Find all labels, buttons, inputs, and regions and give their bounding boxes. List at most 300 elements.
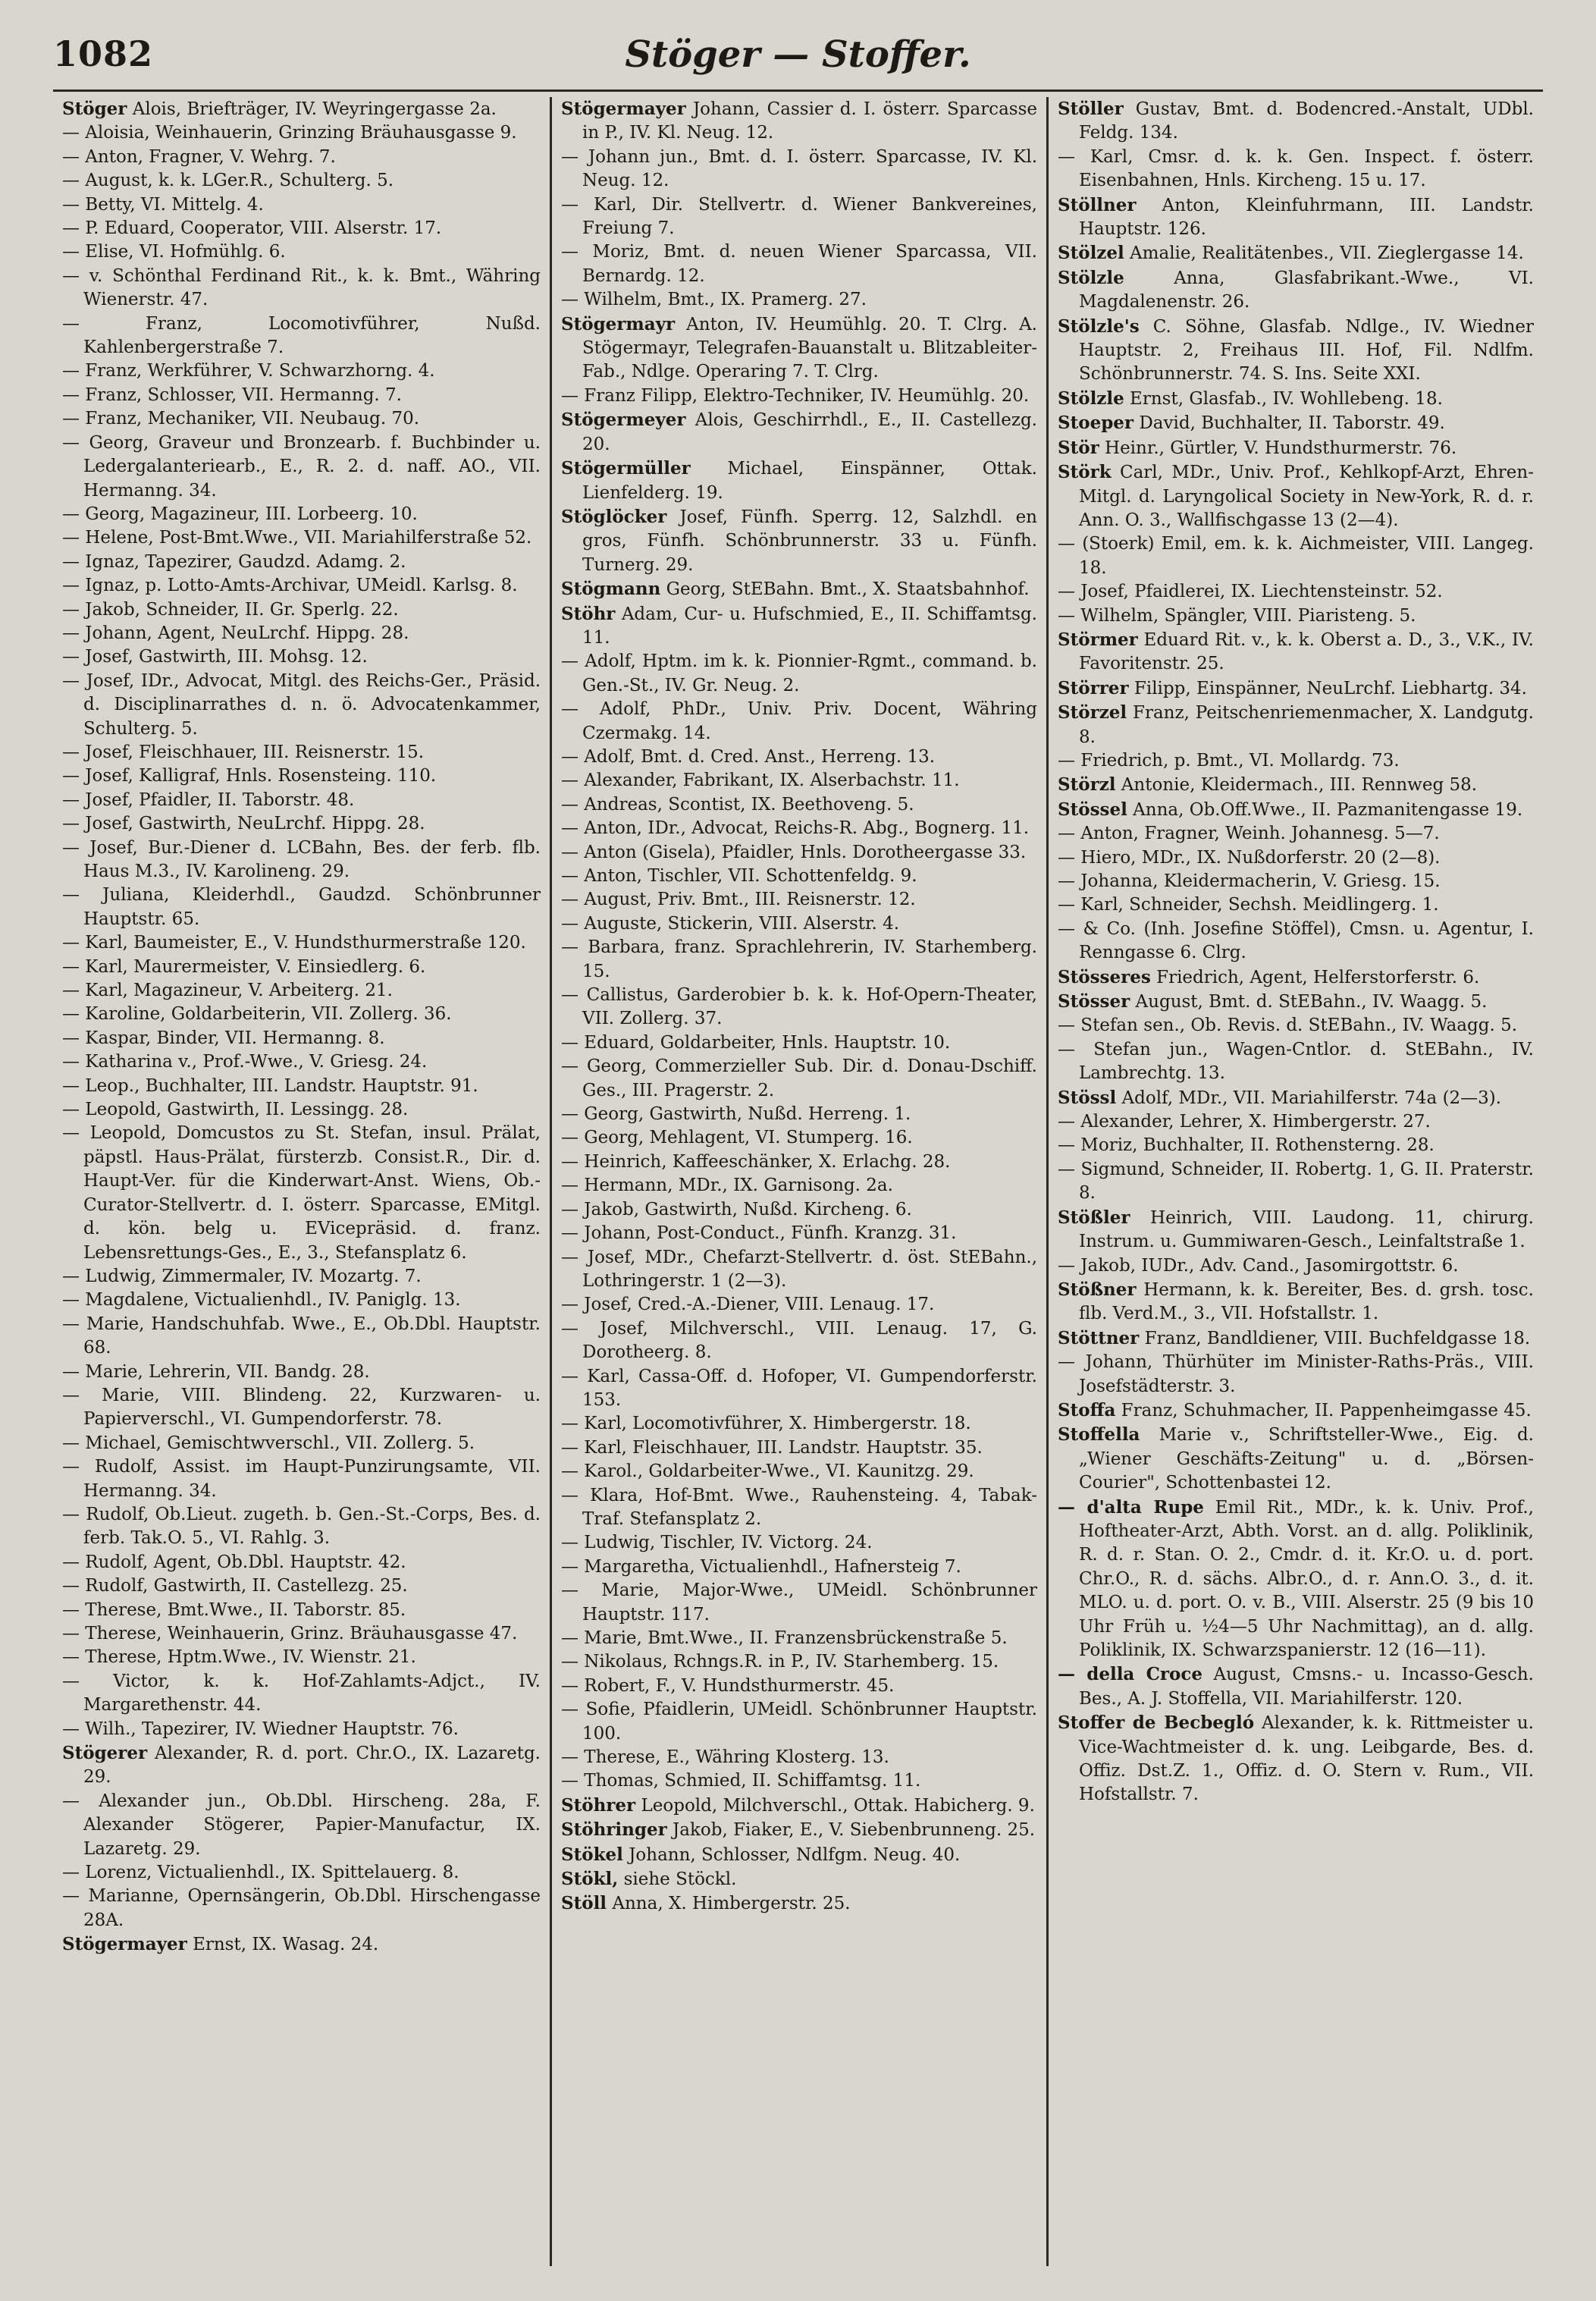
directory-entry	[62, 1361, 541, 1384]
entry-text: Johann, Schlosser, Ndlfgm. Neug. 40.	[622, 1844, 961, 1865]
entry-text: — Eduard, Goldarbeiter, Hnls. Hauptstr. 10.	[561, 1032, 951, 1053]
directory-entry	[62, 407, 541, 431]
entry-surname: Stöhr	[561, 603, 616, 624]
entry-text: — Ignaz, p. Lotto-Amts-Archivar, UMeidl. Karlsg. 8.	[62, 576, 518, 596]
entry-text: — Franz, Mechaniker, VII. Neubaug. 70.	[62, 409, 420, 429]
directory-entry	[62, 1861, 541, 1885]
directory-entry	[561, 1317, 1037, 1365]
entry-text: — & Co. (Inh. Josefine Stöffel), Cmsn. u. Agentur, I. Renngasse 6. Clrg.	[1058, 918, 1534, 963]
entry-text: — Karl, Cmsr. d. k. k. Gen. Inspect. f. österr. Eisenbahnen, Hnls. Kircheng. 15 u. 17.	[1058, 146, 1534, 191]
entry-text: Franz, Bandldiener, VIII. Buchfeldgasse 18.	[1139, 1328, 1531, 1348]
entry-surname: Störzl	[1058, 774, 1116, 796]
directory-entry	[62, 1289, 541, 1312]
directory-entry	[1058, 749, 1534, 773]
entry-text: — Auguste, Stickerin, VIII. Alserstr. 4.	[561, 913, 900, 934]
entry-text: Anna, X. Himbergerstr. 25.	[607, 1894, 851, 1914]
entry-text: — Callistus, Garderobier b. k. k. Hof-Opern-Theater, VII. Zollerg. 37.	[561, 985, 1037, 1029]
directory-entry	[62, 1646, 541, 1669]
directory-entry	[561, 457, 1037, 505]
entry-text: — Victor, k. k. Hof-Zahlamts-Adjct., IV. Margarethenstr. 44.	[62, 1671, 541, 1716]
directory-entry	[561, 1675, 1037, 1698]
directory-entry	[561, 1555, 1037, 1579]
entry-surname: Stögerer	[62, 1743, 148, 1764]
directory-entry	[1058, 773, 1534, 797]
entry-surname: Stögermüller	[561, 458, 691, 479]
entry-text: Alois, Briefträger, IV. Weyringergasse 2a.	[127, 99, 497, 119]
directory-entry	[62, 1027, 541, 1050]
entry-text: — Josef, Pfaidler, II. Taborstr. 48.	[62, 789, 355, 810]
entry-text: Alexander, k. k. Rittmeister u. Vice-Wachtmeister d. k. ung. Leibgarde, Bes. d. Offiz. Dst.Z. 1., Offiz. d. O. Stern v. Rum., VII. Hofstallstr. 7.	[1079, 1713, 1534, 1805]
entry-text: — Therese, E., Währing Klosterg. 13.	[561, 1747, 889, 1768]
entry-text: — Anton, IDr., Advocat, Reichs-R. Abg., Bognerg. 11.	[561, 818, 1030, 839]
directory-entry	[1058, 1398, 1534, 1423]
directory-entry	[62, 1313, 541, 1361]
entry-text: Johann, Cassier d. I. österr. Sparcasse in P., IV. Kl. Neug. 12.	[582, 99, 1037, 143]
directory-entry	[62, 551, 541, 574]
entry-text: — Therese, Weinhauerin, Grinz. Bräuhausgasse 47.	[62, 1624, 518, 1643]
entry-text: — Jakob, Schneider, II. Gr. Sperlg. 22.	[62, 599, 399, 620]
entry-text: — Rudolf, Agent, Ob.Dbl. Hauptstr. 42.	[62, 1552, 406, 1572]
directory-entry	[561, 1412, 1037, 1436]
entry-surname: Stökel	[561, 1844, 623, 1865]
directory-entry	[561, 817, 1037, 840]
directory-entry	[561, 650, 1037, 698]
entry-surname: Stoffer de Becbegló	[1058, 1712, 1255, 1734]
directory-entry	[561, 1843, 1037, 1867]
directory-entry	[62, 1574, 541, 1598]
directory-entry	[1058, 580, 1534, 604]
entry-surname: Stögermayer	[62, 1934, 187, 1955]
entry-text: Filipp, Einspänner, NeuLrchf. Liebhartg. 34.	[1128, 678, 1527, 698]
entry-text: — Alexander, Lehrer, X. Himbergerstr. 27.	[1058, 1112, 1431, 1132]
directory-entry	[62, 1050, 541, 1074]
directory-entry	[62, 598, 541, 622]
entry-text: Franz, Peitschenriemenmacher, X. Landgutg. 8.	[1079, 703, 1534, 747]
entry-text: — Leopold, Domcustos zu St. Stefan, insul. Prälat, päpstl. Haus-Prälat, fürsterzb. Consist.R., Dir. d. Haupt-Ver. für die Kinderwart-Anst. Wiens, Ob.-Curator-Stellvertr. d. I. österr. Sparcasse, EMitgl. d. kön. belg u. EVicepräsid. d. franz. Lebensrettungs-Ges., E., 3., Stefansplatz 6.	[62, 1123, 541, 1263]
entry-text: — Hermann, MDr., IX. Garnisong. 2a.	[561, 1176, 893, 1196]
directory-entry	[62, 1265, 541, 1289]
entry-text: — Moriz, Buchhalter, II. Rothensterng. 28.	[1058, 1135, 1435, 1156]
directory-entry	[62, 1432, 541, 1455]
directory-entry	[561, 1746, 1037, 1769]
directory-entry	[561, 1769, 1037, 1793]
directory-entry	[1058, 1711, 1534, 1807]
entry-text: — Hiero, MDr., IX. Nußdorferstr. 20 (2—8).	[1058, 847, 1441, 868]
directory-entry	[1058, 1110, 1534, 1134]
entry-text: C. Söhne, Glasfab. Ndlge., IV. Wiedner Hauptstr. 2, Freihaus III. Hof, Fil. Ndlfm. Schönbrunnerstr. 74. S. Ins. Seite XXI.	[1079, 316, 1534, 385]
directory-entry	[1058, 436, 1534, 460]
entry-text: Heinrich, VIII. Laudong. 11, chirurg. Instrum. u. Gummiwaren-Gesch., Leinfaltstraße 1.	[1079, 1207, 1534, 1252]
entry-text: — Magdalene, Victualienhdl., IV. Paniglg. 13.	[62, 1290, 461, 1311]
entry-text: — Josef, Fleischhauer, III. Reisnerstr. 15.	[62, 742, 425, 762]
directory-entry	[1058, 460, 1534, 532]
entry-text: — Katharina v., Prof.-Wwe., V. Griesg. 24.	[62, 1052, 428, 1072]
entry-text: — (Stoerk) Emil, em. k. k. Aichmeister, VIII. Langeg. 18.	[1058, 534, 1534, 578]
entry-text: — Marie, Major-Wwe., UMeidl. Schönbrunner Hauptstr. 117.	[561, 1581, 1037, 1625]
directory-entry	[62, 1741, 541, 1790]
directory-entry	[62, 217, 541, 240]
entry-text: Heinr., Gürtler, V. Hundsthurmerstr. 76.	[1099, 438, 1457, 458]
entry-text: Jakob, Fiaker, E., V. Siebenbrunneng. 25.	[666, 1820, 1036, 1841]
directory-entry	[62, 956, 541, 979]
entry-text: Ernst, IX. Wasag. 24.	[187, 1935, 379, 1955]
entry-surname: Stoffa	[1058, 1399, 1116, 1420]
entry-surname: Stöglöcker	[561, 506, 667, 527]
entry-surname: Stögermayr	[561, 313, 676, 334]
directory-entry	[1058, 97, 1534, 146]
entry-text: — Franz, Locomotivführer, Nußd. Kahlenbergerstraße 7.	[62, 313, 541, 358]
entry-text: — Alexander, Fabrikant, IX. Alserbachstr. 11.	[561, 771, 960, 791]
directory-entry	[561, 97, 1037, 146]
entry-text: Anton, Kleinfuhrmann, III. Landstr. Hauptstr. 126.	[1079, 195, 1534, 240]
entry-text: — Ignaz, Tapezirer, Gaudzd. Adamg. 2.	[62, 551, 406, 572]
entry-text: — Georg, Magazineur, III. Lorbeerg. 10.	[62, 504, 418, 524]
entry-text: Ernst, Glasfab., IV. Wohllebeng. 18.	[1124, 388, 1443, 409]
entry-text: August, Bmt. d. StEBahn., IV. Waagg. 5.	[1130, 992, 1488, 1012]
directory-entry	[561, 984, 1037, 1031]
entry-text: — Stefan jun., Wagen-Cntlor. d. StEBahn., IV. Lambrechtg. 13.	[1058, 1039, 1534, 1084]
directory-entry	[62, 193, 541, 217]
directory-entry	[1058, 241, 1534, 265]
entry-text: — Adolf, Bmt. d. Cred. Anst., Herreng. 13.	[561, 746, 936, 767]
entry-text: — Sofie, Pfaidlerin, UMeidl. Schönbrunner Hauptstr. 100.	[561, 1700, 1037, 1744]
entry-surname: Stöhringer	[561, 1819, 667, 1841]
directory-entry	[561, 865, 1037, 888]
entry-text: — Ludwig, Tischler, IV. Victorg. 24.	[561, 1533, 873, 1553]
entry-text: — Karol., Goldarbeiter-Wwe., VI. Kaunitzg. 29.	[561, 1461, 974, 1482]
directory-entry	[561, 888, 1037, 912]
directory-entry	[1058, 1351, 1534, 1398]
entry-text: — Betty, VI. Mittelg. 4.	[62, 194, 264, 215]
directory-entry	[561, 577, 1037, 601]
directory-entry	[561, 602, 1037, 651]
entry-text: — Robert, F., V. Hundsthurmerstr. 45.	[561, 1675, 895, 1696]
directory-entry	[561, 769, 1037, 793]
directory-entry	[62, 884, 541, 931]
directory-entry	[1058, 532, 1534, 580]
entry-surname: — d'alta Rupe	[1058, 1496, 1204, 1518]
entry-text: — Karl, Magazineur, V. Arbeiterg. 21.	[62, 981, 393, 1001]
entry-text: — Jakob, IUDr., Adv. Cand., Jasomirgottstr. 6.	[1058, 1255, 1459, 1276]
entry-text: — Josef, Milchverschl., VIII. Lenaug. 17, G. Dorotheerg. 8.	[561, 1318, 1037, 1363]
directory-entry	[1058, 870, 1534, 893]
entry-surname: Stösseres	[1058, 966, 1151, 987]
directory-entry	[561, 1103, 1037, 1126]
entry-surname: Stößler	[1058, 1207, 1130, 1228]
entry-text: — Georg, Mehlagent, VI. Stumperg. 16.	[561, 1128, 913, 1148]
directory-entry	[561, 1031, 1037, 1055]
directory-entry	[561, 1198, 1037, 1222]
column-2	[550, 97, 1046, 2266]
directory-entry	[1058, 701, 1534, 749]
directory-entry	[1058, 628, 1534, 676]
entry-text: — Margaretha, Victualienhdl., Hafnersteig 7.	[561, 1556, 961, 1577]
entry-text: August, Cmsns.- u. Incasso-Gesch. Bes., A. J. Stoffella, VII. Mariahilferstr. 120.	[1079, 1665, 1534, 1709]
entry-text: — v. Schönthal Ferdinand Rit., k. k. Bmt., Währing Wienerstr. 47.	[62, 265, 541, 310]
entry-text: — Karl, Maurermeister, V. Einsiedlerg. 6.	[62, 956, 426, 977]
running-head: Stöger — Stoffer.	[625, 33, 971, 76]
entry-text: — August, k. k. LGer.R., Schulterg. 5.	[62, 171, 394, 191]
entry-surname: Stoffella	[1058, 1424, 1140, 1446]
directory-entry	[62, 931, 541, 955]
entry-text: — Karl, Fleischhauer, III. Landstr. Hauptstr. 35.	[561, 1437, 983, 1458]
directory-entry	[561, 1222, 1037, 1245]
entry-surname: Stögermayer	[561, 99, 686, 119]
entry-text: — Anton, Tischler, VII. Schottenfeldg. 9.	[561, 866, 917, 886]
directory-entry	[1058, 846, 1534, 870]
entry-text: — Franz, Werkführer, V. Schwarzhorng. 4.	[62, 361, 435, 381]
entry-surname: Störzel	[1058, 702, 1127, 724]
directory-entry	[1058, 676, 1534, 701]
page-number: 1082	[53, 33, 154, 74]
entry-surname: — della Croce	[1058, 1664, 1202, 1685]
entry-text: — Rudolf, Ob.Lieut. zugeth. b. Gen.-St.-Corps, Bes. d. ferb. Tak.O. 5., VI. Rahlg. 3.	[62, 1504, 541, 1549]
directory-entry	[62, 1122, 541, 1264]
directory-entry	[561, 936, 1037, 984]
directory-entry	[1058, 387, 1534, 411]
entry-text: — Karl, Cassa-Off. d. Hofoper, VI. Gumpendorferstr. 153.	[561, 1366, 1037, 1410]
directory-entry	[561, 146, 1037, 193]
entry-text: — Rudolf, Gastwirth, II. Castellezg. 25.	[62, 1576, 408, 1596]
entry-text: — Josef, Pfaidlerei, IX. Liechtensteinstr. 52.	[1058, 582, 1443, 602]
entry-text: — Franz Filipp, Elektro-Techniker, IV. Heumühlg. 20.	[561, 385, 1030, 406]
entry-surname: Stölzle's	[1058, 315, 1140, 337]
entry-text: — Therese, Bmt.Wwe., II. Taborstr. 85.	[62, 1599, 406, 1620]
entry-text: — Karl, Dir. Stellvertr. d. Wiener Bankvereines, Freiung 7.	[561, 194, 1037, 239]
entry-text: David, Buchhalter, II. Taborstr. 49.	[1134, 413, 1445, 434]
directory-entry	[62, 1599, 541, 1622]
entry-text: — Marie, VIII. Blindeng. 22, Kurzwaren- u. Papierverschl., VI. Gumpendorferstr. 78.	[62, 1385, 541, 1430]
entry-surname: Stössl	[1058, 1087, 1117, 1108]
directory-entry	[62, 1384, 541, 1432]
entry-surname: Stössel	[1058, 799, 1127, 820]
entry-surname: Stoeper	[1058, 413, 1134, 434]
directory-entry	[1058, 315, 1534, 387]
directory-entry	[561, 240, 1037, 288]
entry-text: — Adolf, PhDr., Univ. Priv. Docent, Währing Czermakg. 14.	[561, 699, 1037, 743]
column-1	[53, 97, 550, 2266]
directory-entry	[561, 193, 1037, 241]
entry-text: — August, Priv. Bmt., III. Reisnerstr. 12.	[561, 890, 916, 910]
directory-entry	[561, 1365, 1037, 1413]
entry-text: — P. Eduard, Cooperator, VIII. Alserstr. 17.	[62, 218, 442, 239]
entry-text: — Anton, Fragner, V. Wehrg. 7.	[62, 146, 336, 167]
entry-text: — Josef, Bur.-Diener d. LCBahn, Bes. der ferb. flb. Haus M.3., IV. Karolineng. 29.	[62, 837, 541, 881]
directory-entry	[1058, 965, 1534, 990]
entry-text: Anna, Glasfabrikant.-Wwe., VI. Magdalenenstr. 26.	[1079, 268, 1534, 312]
entry-text: Hermann, k. k. Bereiter, Bes. d. grsh. tosc. flb. Verd.M., 3., VII. Hofstallstr. 1.	[1079, 1279, 1534, 1324]
entry-text: Friedrich, Agent, Helferstorferstr. 6.	[1150, 967, 1480, 987]
directory-entry	[62, 384, 541, 407]
directory-entry	[561, 1579, 1037, 1627]
entry-text: Amalie, Realitätenbes., VII. Zieglergasse 14.	[1124, 243, 1524, 264]
entry-text: Alexander, R. d. port. Chr.O., IX. Lazaretg. 29.	[83, 1744, 541, 1788]
entry-text: Emil Rit., MDr., k. k. Univ. Prof., Hoftheater-Arzt, Abth. Vorst. an d. allg. Poliklinik, R. d. r. Stan. O. 2., Cmdr. d. it. Kr.O. u. d. port. Chr.O., R. d. sächs. Albr.O., d. r. Ann.O. 3., d. it. MLO. u. d. port. O. v. B., VIII. Alserstr. 25 (9 bis 10 Uhr Früh u. ½4—5 Uhr Nachmittag), an d. allg. Poliklinik, IX. Schwarzspanierstr. 12 (16—11).	[1079, 1497, 1534, 1660]
entry-text: — Josef, Gastwirth, III. Mohsg. 12.	[62, 647, 368, 667]
entry-text: — Rudolf, Assist. im Haupt-Punzirungsamte, VII. Hermanng. 34.	[62, 1457, 541, 1501]
directory-entry	[561, 698, 1037, 746]
entry-surname: Stölzle	[1058, 388, 1124, 409]
entry-text: — Wilh., Tapezirer, IV. Wiedner Hauptstr. 76.	[62, 1719, 459, 1739]
directory-entry	[561, 1055, 1037, 1103]
directory-entry	[62, 1885, 541, 1932]
directory-entry	[1058, 193, 1534, 242]
directory-entry	[561, 385, 1037, 408]
directory-entry	[62, 1003, 541, 1026]
entry-text: Adolf, MDr., VII. Mariahilferstr. 74a (2—3).	[1116, 1088, 1502, 1108]
entry-text: — Juliana, Kleiderhdl., Gaudzd. Schönbrunner Hauptstr. 65.	[62, 885, 541, 929]
entry-text: Franz, Schuhmacher, II. Pappenheimgasse 45.	[1115, 1400, 1532, 1420]
entry-text: — Georg, Commerzieller Sub. Dir. d. Donau-Dschiff. Ges., III. Pragerstr. 2.	[561, 1056, 1037, 1100]
entry-text: — Johann, Post-Conduct., Fünfh. Kranzg. 31.	[561, 1223, 957, 1244]
directory-entry	[62, 645, 541, 669]
entry-text: — Lorenz, Victualienhdl., IX. Spittelauerg. 8.	[62, 1863, 459, 1883]
directory-entry	[561, 1867, 1037, 1891]
entry-surname: Stöllner	[1058, 194, 1137, 215]
entry-text: — Josef, Gastwirth, NeuLrchf. Hippg. 28.	[62, 814, 425, 834]
directory-entry	[561, 1246, 1037, 1294]
directory-entry	[62, 789, 541, 812]
entry-text: — Thomas, Schmied, II. Schiffamtsg. 11.	[561, 1771, 921, 1791]
directory-entry	[62, 622, 541, 645]
directory-entry	[561, 1293, 1037, 1317]
directory-entry	[561, 1460, 1037, 1483]
directory-entry	[62, 432, 541, 503]
directory-entry	[62, 146, 541, 169]
directory-columns	[53, 97, 1543, 2266]
directory-entry	[561, 505, 1037, 577]
entry-text: Georg, StEBahn. Bmt., X. Staatsbahnhof.	[660, 579, 1030, 600]
directory-entry	[62, 1503, 541, 1551]
entry-text: — Marie, Lehrerin, VII. Bandg. 28.	[62, 1361, 370, 1382]
entry-surname: Stöll	[561, 1893, 607, 1914]
entry-text: Anton, IV. Heumühlg. 20. T. Clrg. A. Stögermayr, Telegrafen-Bauanstalt u. Blitzableiter-Fab., Ndlge. Operaring 7. T. Clrg.	[582, 314, 1037, 382]
directory-entry	[62, 503, 541, 526]
entry-text: — Josef, Cred.-A.-Diener, VIII. Lenaug. 17.	[561, 1295, 935, 1315]
directory-entry	[1058, 1014, 1534, 1037]
directory-entry	[62, 1455, 541, 1503]
page-header	[53, 33, 1543, 86]
entry-text: — Josef, MDr., Chefarzt-Stellvertr. d. öst. StEBahn., Lothringerstr. 1 (2—3).	[561, 1247, 1037, 1291]
entry-text: — Georg, Gastwirth, Nußd. Herreng. 1.	[561, 1104, 911, 1125]
entry-surname: Störk	[1058, 462, 1112, 483]
entry-text: Michael, Einspänner, Ottak. Lienfelderg. 19.	[582, 459, 1037, 503]
directory-entry	[1058, 1278, 1534, 1326]
entry-text: — Ludwig, Zimmermaler, IV. Mozartg. 7.	[62, 1266, 422, 1286]
directory-entry	[62, 1622, 541, 1646]
directory-entry	[561, 1126, 1037, 1150]
directory-entry	[1058, 604, 1534, 628]
entry-surname: Stöger	[62, 99, 127, 119]
entry-text: Josef, Fünfh. Sperrg. 12, Salzhdl. en gros, Fünfh. Schönbrunnerstr. 33 u. Fünfh. Turnerg. 29.	[582, 507, 1037, 575]
directory-entry	[561, 1698, 1037, 1746]
entry-text: — Adolf, Hptm. im k. k. Pionnier-Rgmt., command. b. Gen.-St., IV. Gr. Neug. 2.	[561, 651, 1037, 695]
entry-surname: Stöhrer	[561, 1794, 636, 1816]
entry-text: — Stefan sen., Ob. Revis. d. StEBahn., IV. Waagg. 5.	[1058, 1016, 1518, 1036]
entry-text: — Wilhelm, Spängler, VIII. Piaristeng. 5.	[1058, 605, 1416, 626]
entry-surname: Stör	[1058, 437, 1099, 458]
directory-entry	[561, 1531, 1037, 1555]
directory-entry	[1058, 918, 1534, 965]
directory-entry	[561, 312, 1037, 385]
entry-text: — Karl, Schneider, Sechsh. Meidlingerg. 1.	[1058, 895, 1439, 915]
directory-entry	[1058, 1254, 1534, 1278]
directory-entry	[1058, 1086, 1534, 1110]
directory-entry	[561, 1484, 1037, 1532]
entry-text: — Georg, Graveur und Bronzearb. f. Buchbinder u. Ledergalanteriearb., E., R. 2. d. naff. AO., VII. Hermanng. 34.	[62, 432, 541, 501]
entry-text: — Aloisia, Weinhauerin, Grinzing Bräuhausgasse 9.	[62, 123, 517, 143]
directory-entry	[1058, 798, 1534, 822]
directory-entry	[561, 1174, 1037, 1198]
directory-entry	[561, 1150, 1037, 1174]
column-3	[1046, 97, 1543, 2266]
directory-entry	[561, 288, 1037, 312]
entry-text: — Moriz, Bmt. d. neuen Wiener Sparcassa, VII. Bernardg. 12.	[561, 242, 1037, 286]
entry-text: — Wilhelm, Bmt., IX. Pramerg. 27.	[561, 290, 867, 310]
directory-entry	[561, 1818, 1037, 1842]
directory-entry	[1058, 893, 1534, 917]
directory-entry	[62, 741, 541, 764]
entry-text: siehe Stöckl.	[618, 1869, 737, 1890]
directory-entry	[561, 841, 1037, 865]
directory-entry	[62, 312, 541, 360]
entry-surname: Stögmann	[561, 579, 661, 600]
header-rule	[53, 89, 1543, 92]
directory-entry	[1058, 1423, 1534, 1495]
directory-entry	[62, 169, 541, 193]
directory-entry	[561, 1436, 1037, 1460]
directory-entry	[62, 1098, 541, 1122]
entry-text: — Leopold, Gastwirth, II. Lessingg. 28.	[62, 1100, 409, 1120]
entry-surname: Stökl,	[561, 1869, 619, 1890]
directory-entry	[62, 1718, 541, 1741]
entry-text: — Marie, Handschuhfab. Wwe., E., Ob.Dbl. Hauptstr. 68.	[62, 1314, 541, 1358]
directory-entry	[561, 1650, 1037, 1674]
entry-text: — Helene, Post-Bmt.Wwe., VII. Mariahilferstraße 52.	[62, 528, 532, 548]
entry-text: — Marianne, Opernsängerin, Ob.Dbl. Hirschengasse 28A.	[62, 1886, 541, 1930]
directory-entry	[1058, 1496, 1534, 1663]
directory-entry	[1058, 146, 1534, 193]
entry-surname: Stößner	[1058, 1279, 1137, 1300]
directory-entry	[62, 359, 541, 383]
directory-entry	[62, 526, 541, 550]
entry-text: — Josef, Kalligraf, Hnls. Rosensteing. 110.	[62, 766, 437, 786]
directory-entry	[1058, 1158, 1534, 1206]
directory-entry	[62, 97, 541, 121]
directory-entry	[1058, 822, 1534, 846]
entry-text: Carl, MDr., Univ. Prof., Kehlkopf-Arzt, Ehren-Mitgl. d. Laryngolical Society in New-York, R. d. r. Ann. O. 3., Wallfischgasse 13 (2—4).	[1079, 463, 1534, 530]
entry-text: — Franz, Schlosser, VII. Hermanng. 7.	[62, 385, 402, 405]
entry-text: — Karl, Locomotivführer, X. Himbergerstr. 18.	[561, 1414, 971, 1434]
entry-text: — Johanna, Kleidermacherin, V. Griesg. 15.	[1058, 871, 1441, 891]
directory-entry	[62, 1670, 541, 1718]
entry-text: Gustav, Bmt. d. Bodencred.-Anstalt, UDbl. Feldg. 134.	[1079, 99, 1534, 143]
entry-text: — Johann jun., Bmt. d. I. österr. Sparcasse, IV. Kl. Neug. 12.	[561, 146, 1037, 191]
entry-text: — Sigmund, Schneider, II. Robertg. 1, G. II. Praterstr. 8.	[1058, 1159, 1534, 1204]
directory-entry	[62, 574, 541, 598]
entry-text: Marie v., Schriftsteller-Wwe., Eig. d. „Wiener Geschäfts-Zeitung" u. d. „Börsen-Courier", Schottenbastei 12.	[1079, 1425, 1534, 1493]
entry-text: — Nikolaus, Rchngs.R. in P., IV. Starhemberg. 15.	[561, 1652, 999, 1672]
directory-entry	[561, 793, 1037, 817]
entry-text: Antonie, Kleidermach., III. Rennweg 58.	[1115, 775, 1478, 796]
directory-entry	[1058, 1134, 1534, 1157]
entry-text: — Leop., Buchhalter, III. Landstr. Hauptstr. 91.	[62, 1075, 478, 1096]
entry-text: Eduard Rit. v., k. k. Oberst a. D., 3., V.K., IV. Favoritenstr. 25.	[1079, 629, 1534, 674]
entry-text: — Josef, IDr., Advocat, Mitgl. des Reichs-Ger., Präsid. d. Disciplinarrathes d. n. ö. Advocatenkammer, Schulterg. 5.	[62, 670, 541, 739]
directory-entry	[1058, 411, 1534, 435]
entry-text: — Anton, Fragner, Weinh. Johannesg. 5—7.	[1058, 824, 1440, 844]
directory-entry	[1058, 266, 1534, 315]
